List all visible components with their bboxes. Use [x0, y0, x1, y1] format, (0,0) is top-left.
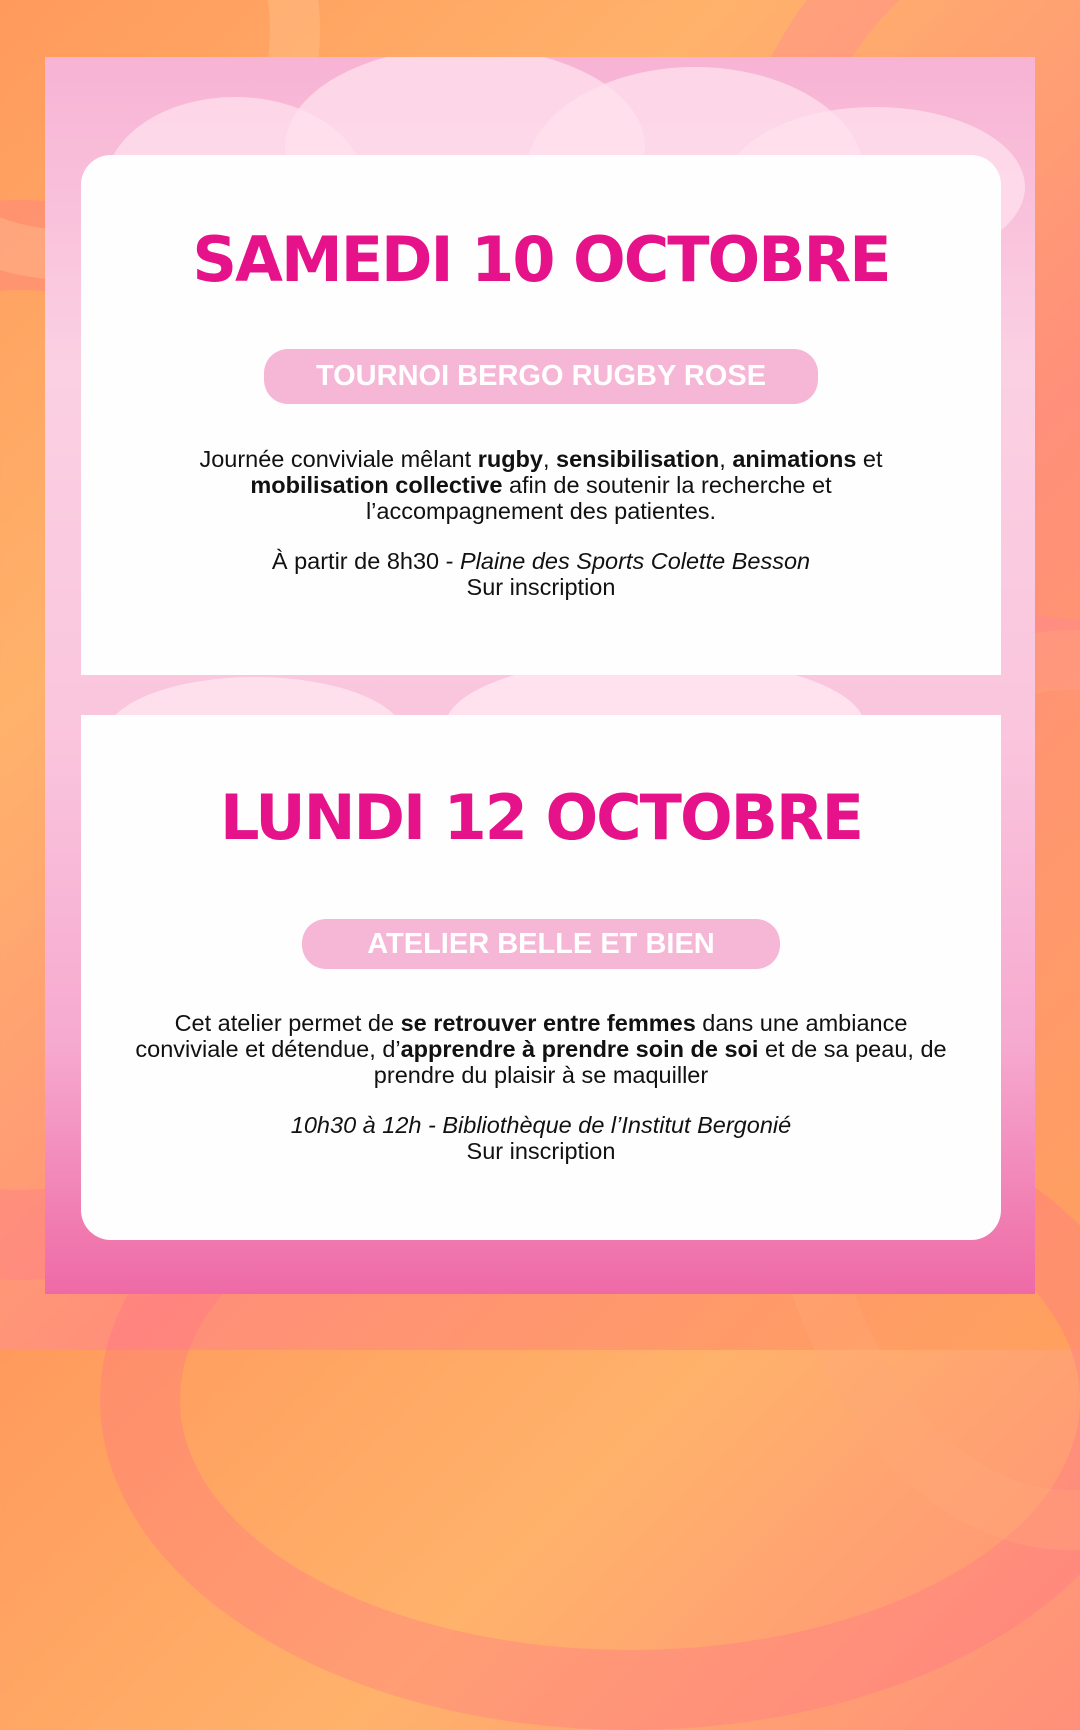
event-title-pill: ATELIER BELLE ET BIEN — [302, 919, 780, 969]
event-time-location-text: 10h30 à 12h - Bibliothèque de l’Institut Bergonié — [290, 1112, 792, 1138]
event-time: À partir de 8h30 - — [271, 548, 460, 574]
event-date: SAMEDI 10 OCTOBRE — [192, 223, 890, 296]
event-card-rugby — [81, 155, 1001, 675]
event-card-atelier — [81, 715, 1001, 1240]
event-description: Cet atelier permet de se retrouver entre femmes dans une ambiance conviviale et détendue, d’apprendre à prendre soin de soi et de sa peau, de prendre du plaisir à se maquiller — [135, 1010, 947, 1088]
event-description: Journée conviviale mêlant rugby, sensibilisation, animations et mobilisation collective afin de soutenir la recherche et l’accompagnement des patientes. — [199, 446, 883, 524]
event-location: Plaine des Sports Colette Besson — [460, 548, 811, 574]
event-registration: Sur inscription — [466, 1138, 616, 1164]
event-title-pill: TOURNOI BERGO RUGBY ROSE — [264, 349, 818, 404]
event-date: LUNDI 12 OCTOBRE — [219, 781, 863, 854]
event-registration: Sur inscription — [466, 574, 616, 600]
event-time-location — [291, 1112, 791, 1164]
event-time-location — [272, 548, 810, 600]
